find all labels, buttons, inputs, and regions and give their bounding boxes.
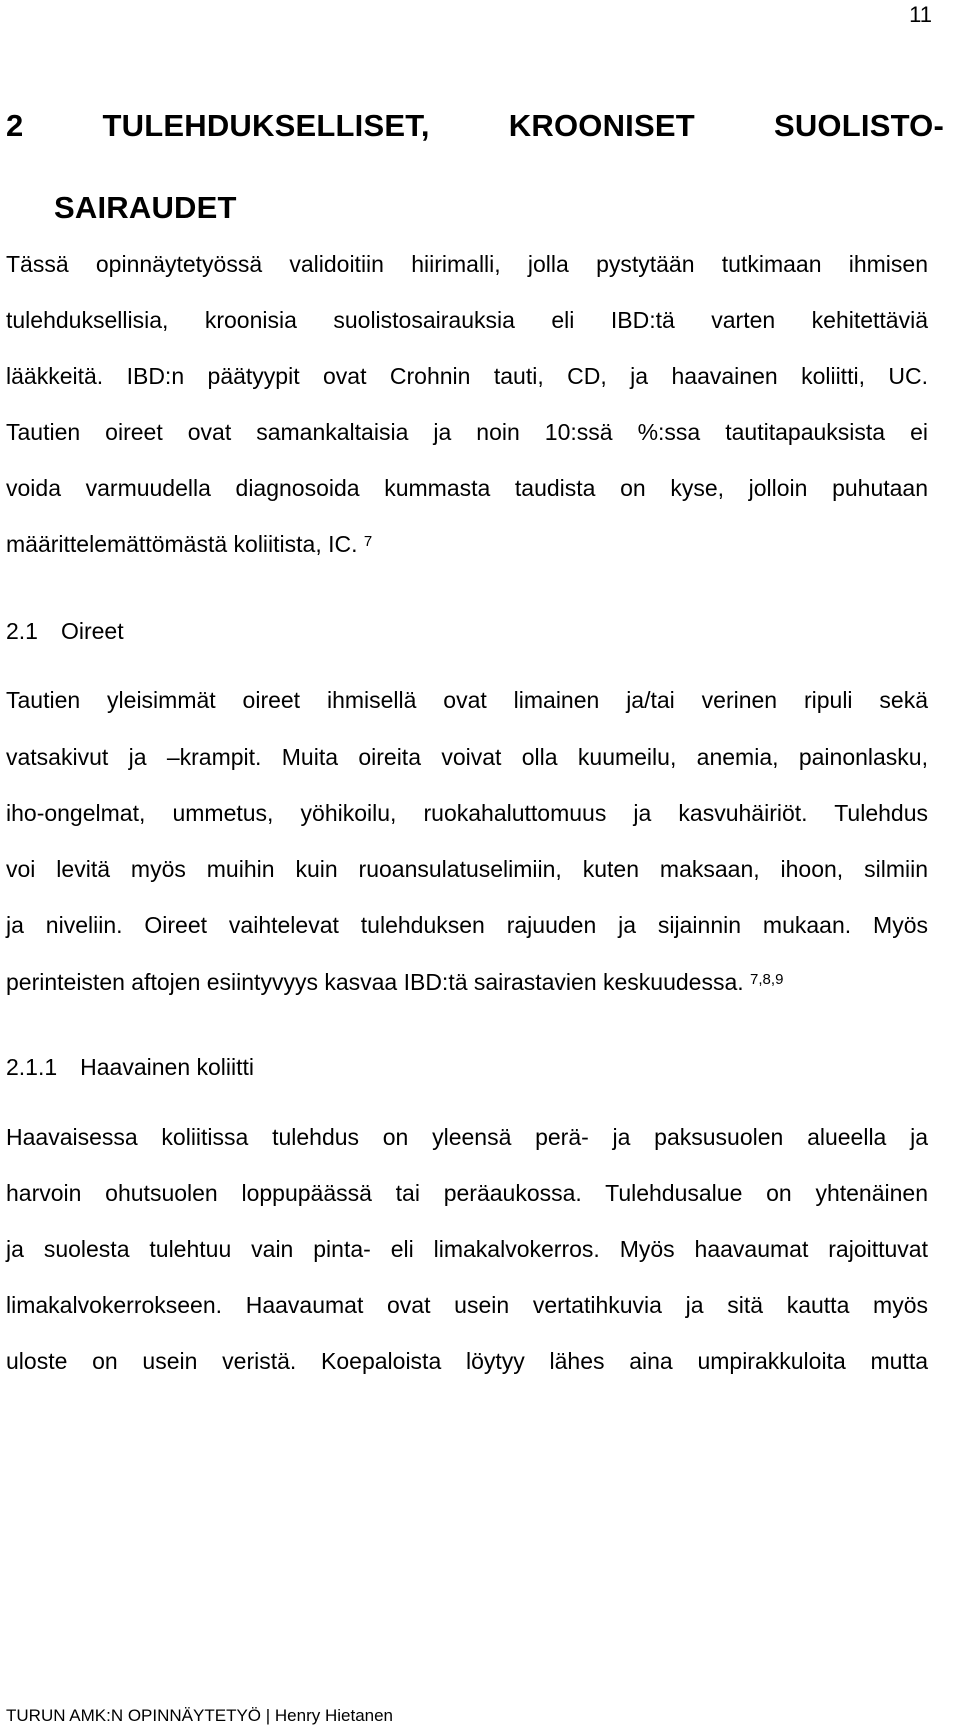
footer: TURUN AMK:N OPINNÄYTETYÖ | Henry Hietanen <box>6 1706 394 1725</box>
uc-line: Haavaisessa koliitissa tulehdus on yleensä perä- ja paksusuolen alueella ja <box>6 1124 928 1150</box>
chapter-title-line1: 2 TULEHDUKSELLISET, KROONISET SUOLISTO- <box>6 108 944 143</box>
chapter-title-line2: SAIRAUDET <box>54 190 237 225</box>
symptoms-line: voi levitä myös muihin kuin ruoansulatuselimiin, kuten maksaan, ihoon, silmiin <box>6 856 928 882</box>
intro-line-text: määrittelemättömästä koliitista, IC. <box>6 531 358 557</box>
intro-line-last <box>6 528 928 564</box>
symptoms-line-last <box>6 966 928 1002</box>
citation-ref: 7,8,9 <box>750 971 784 988</box>
symptoms-line: vatsakivut ja –krampit. Muita oireita voivat olla kuumeilu, anemia, painonlasku, <box>6 744 928 770</box>
citation-ref: 7 <box>363 533 373 550</box>
symptoms-line: ja niveliin. Oireet vaihtelevat tulehduksen rajuuden ja sijainnin mukaan. Myös <box>6 912 928 938</box>
page-number: 11 <box>909 2 932 27</box>
uc-line: limakalvokerrokseen. Haavaumat ovat usein vertatihkuvia ja sitä kautta myös <box>6 1292 928 1318</box>
intro-line: Tautien oireet ovat samankaltaisia ja noin 10:ssä %:ssa tautitapauksista ei <box>6 419 928 445</box>
intro-line: Tässä opinnäytetyössä validoitiin hiirimalli, jolla pystytään tutkimaan ihmisen <box>6 251 928 277</box>
intro-line: voida varmuudella diagnosoida kummasta taudista on kyse, jolloin puhutaan <box>6 475 928 501</box>
section-heading-2-1-1: 2.1.1 Haavainen koliitti <box>6 1054 255 1080</box>
symptoms-line: Tautien yleisimmät oireet ihmisellä ovat limainen ja/tai verinen ripuli sekä <box>6 687 928 713</box>
symptoms-line-text: perinteisten aftojen esiintyvyys kasvaa IBD:tä sairastavien keskuudessa. <box>6 969 744 995</box>
intro-line: lääkkeitä. IBD:n päätyypit ovat Crohnin tauti, CD, ja haavainen koliitti, UC. <box>6 363 928 389</box>
intro-line: tulehduksellisia, kroonisia suolistosairauksia eli IBD:tä varten kehitettäviä <box>6 307 928 333</box>
section-heading-2-1: 2.1 Oireet <box>6 618 124 644</box>
uc-line: uloste on usein veristä. Koepaloista löytyy lähes aina umpirakkuloita mutta <box>6 1348 928 1374</box>
uc-line: harvoin ohutsuolen loppupäässä tai peräaukossa. Tulehdusalue on yhtenäinen <box>6 1180 928 1206</box>
symptoms-line: iho-ongelmat, ummetus, yöhikoilu, ruokahaluttomuus ja kasvuhäiriöt. Tulehdus <box>6 800 928 826</box>
uc-line: ja suolesta tulehtuu vain pinta- eli limakalvokerros. Myös haavaumat rajoittuvat <box>6 1236 928 1262</box>
